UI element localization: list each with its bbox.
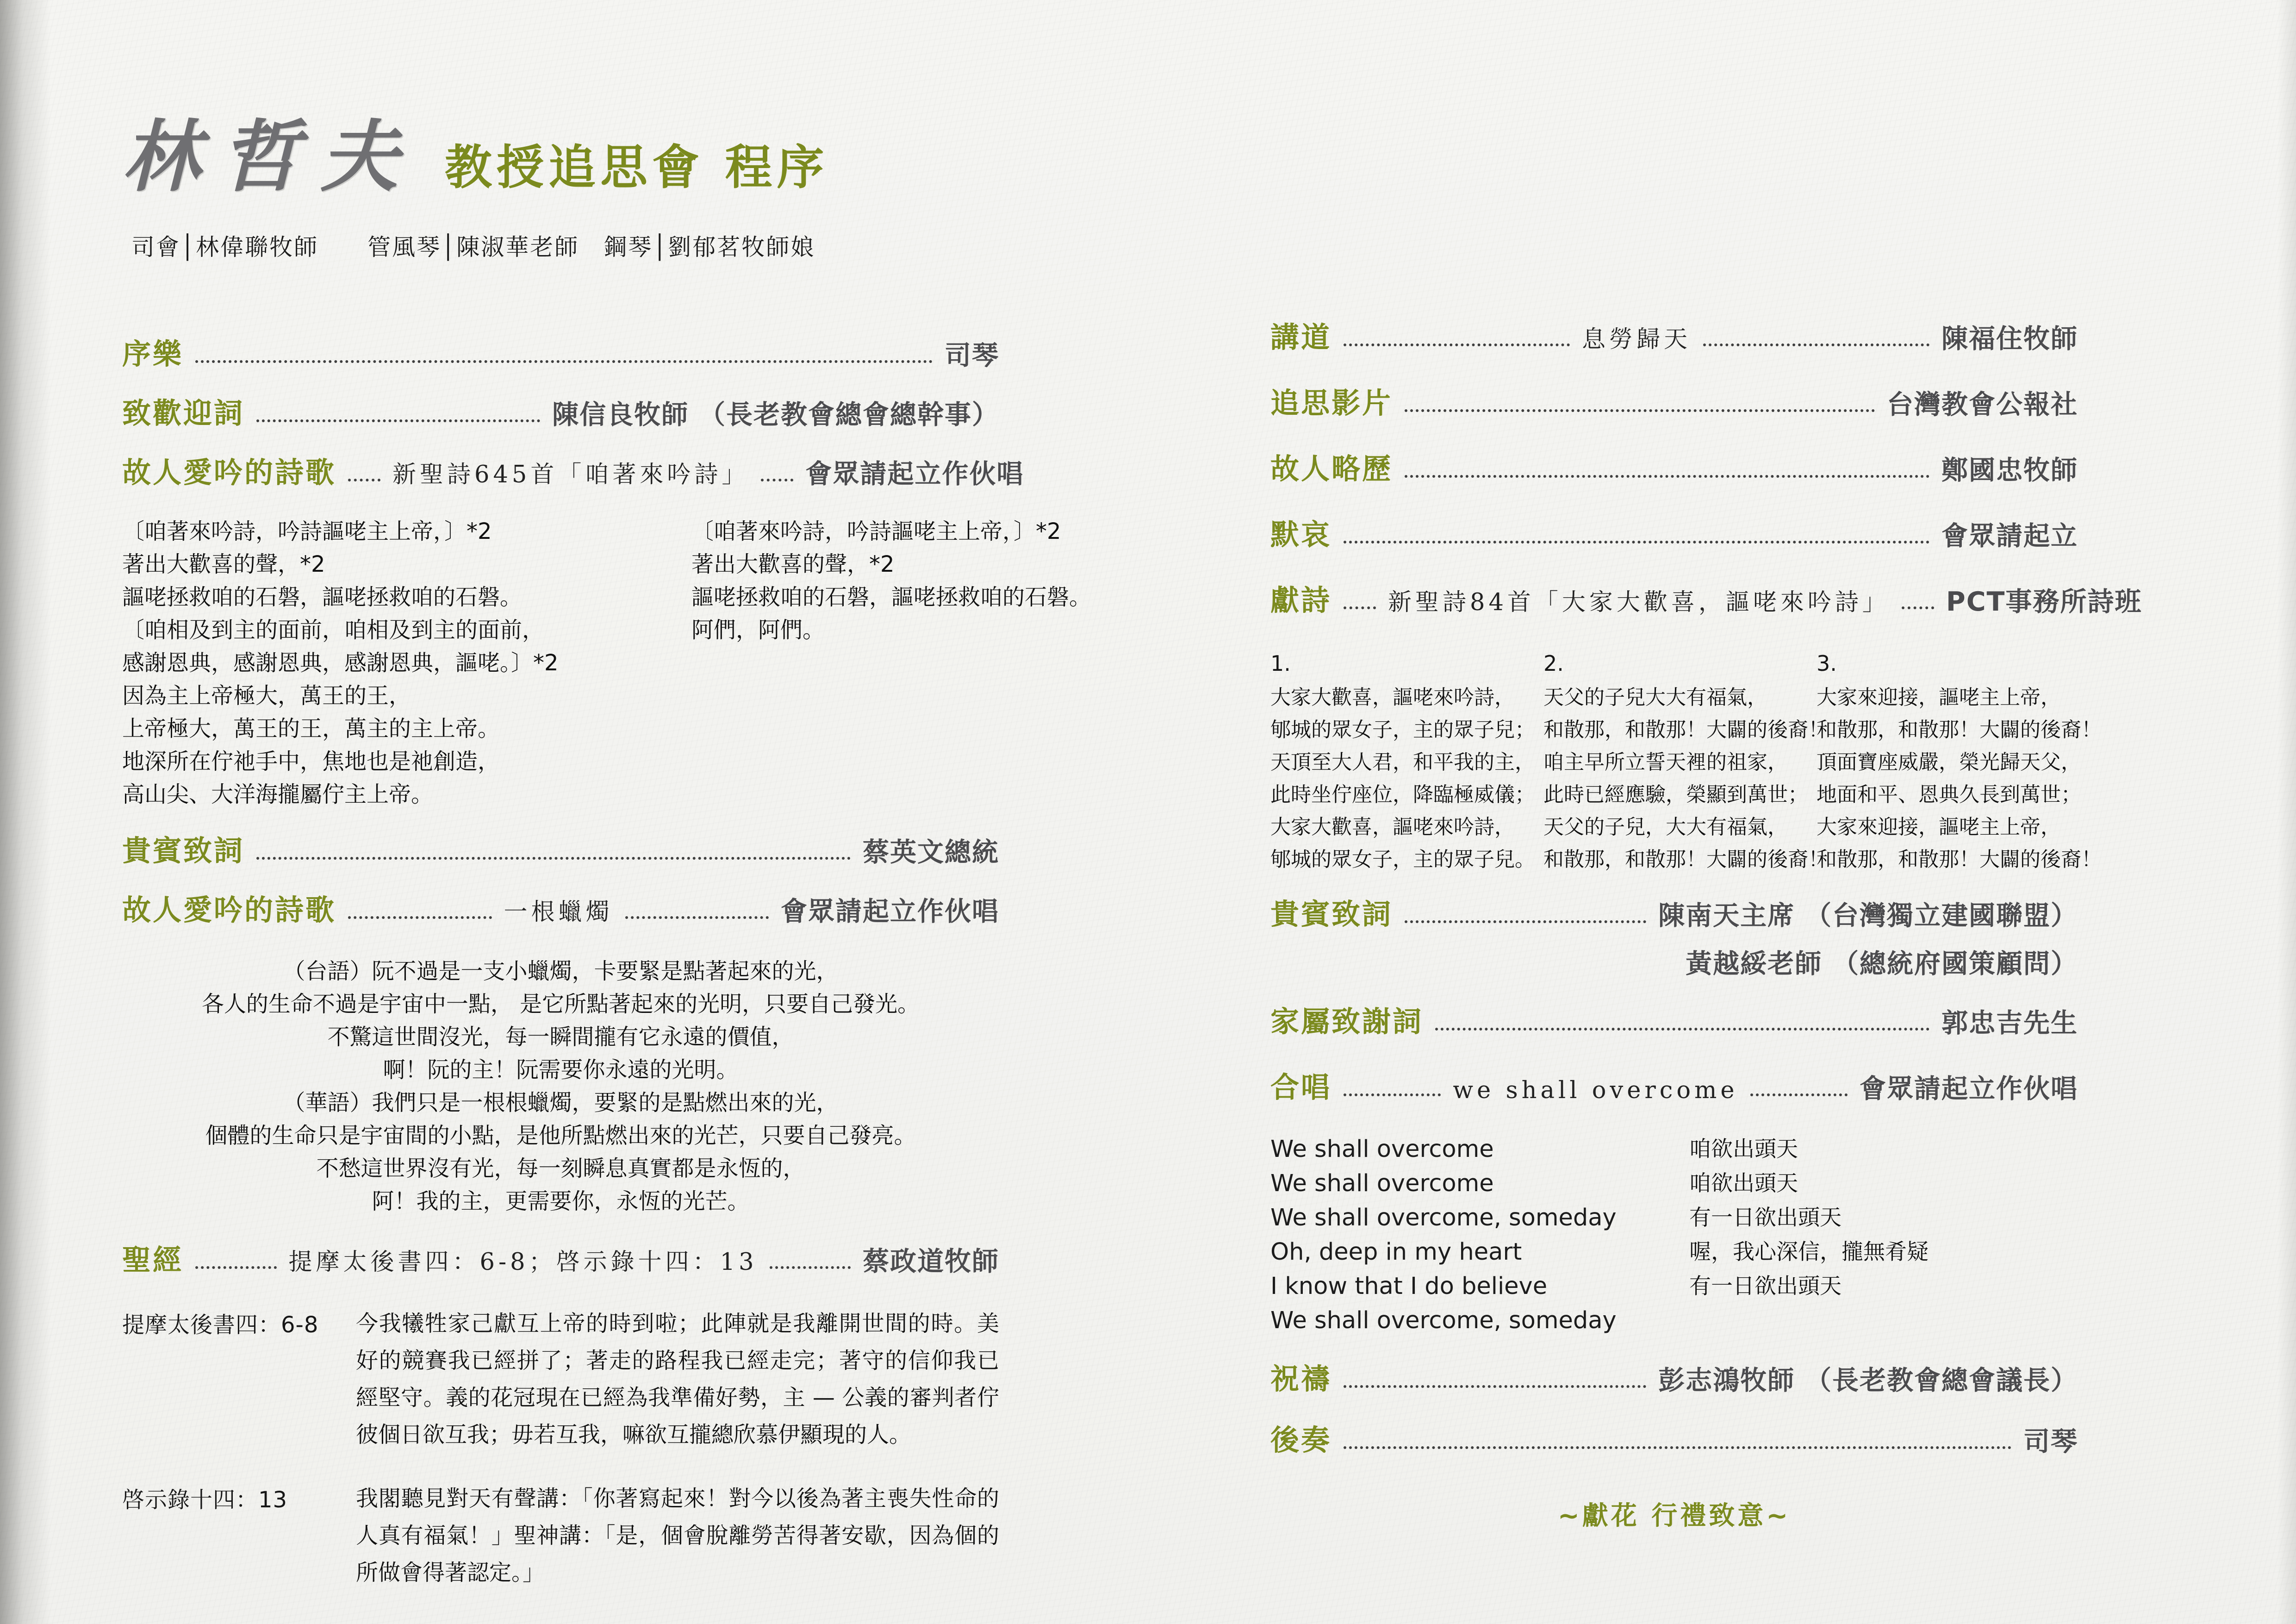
program-row-candle-song <box>122 893 999 928</box>
lyric-taiwanese: 喔，我心深信，攏無肴疑 <box>1689 1239 1929 1265</box>
program-title: 教授追思會 程序 <box>445 140 829 195</box>
row-performer: 司琴 <box>2023 1426 2078 1457</box>
left-program-rows <box>122 337 1092 1591</box>
lyric-line: 因為主上帝極大，萬王的王， <box>122 683 411 709</box>
row-performer: 會眾請起立作伙唱 <box>781 896 999 927</box>
dotted-leader <box>761 479 793 481</box>
lyric-english: We shall overcome, someday <box>1270 1307 1617 1334</box>
lyric-line: 阿們，阿們。 <box>691 617 825 643</box>
lyric-line: 大家大歡喜，謳咾來吟詩， <box>1270 815 1515 839</box>
dotted-leader <box>195 1266 276 1269</box>
row-title: 獻詩 <box>1270 583 1332 617</box>
verse-number: 2. <box>1543 651 1564 676</box>
lyric-english: We shall overcome <box>1270 1136 1494 1163</box>
program-row-biography <box>1270 452 2078 487</box>
verse-number: 1. <box>1270 651 1291 676</box>
dotted-leader <box>625 916 769 919</box>
row-title: 講道 <box>1270 320 1332 354</box>
program-row-guest-speech <box>122 834 999 869</box>
dotted-leader <box>256 419 540 422</box>
lyric-english: We shall overcome, someday <box>1270 1204 1617 1231</box>
row-performer: 陳南天主席 （台灣獨立建國聯盟） <box>1658 900 2078 931</box>
lyric-row <box>1270 1132 2078 1167</box>
lyric-line: 不驚這世間沒光，每一瞬間攏有它永遠的價值， <box>327 1024 794 1050</box>
row-performer: 會眾請起立作伙唱 <box>805 459 1024 489</box>
program-row-welcome <box>122 396 999 431</box>
lyric-line: 謳咾拯救咱的石磐，謳咾拯救咱的石磐。 <box>122 584 523 610</box>
lyric-line: 上帝極大，萬王的王，萬主的主上帝。 <box>122 716 500 742</box>
lyric-row <box>1270 1167 2078 1201</box>
lyric-line: 著出大歡喜的聲，*2 <box>691 551 895 577</box>
hymn84-verse-2 <box>1543 645 1829 876</box>
dotted-leader <box>1344 541 1929 543</box>
scripture-ref: 啓示錄十四：13 <box>122 1487 288 1513</box>
row-title: 貴賓致詞 <box>1270 897 1393 931</box>
lyric-taiwanese: 咱欲出頭天 <box>1689 1137 1798 1162</box>
lyric-taiwanese: 咱欲出頭天 <box>1689 1171 1798 1196</box>
program-row-silence <box>1270 520 2078 553</box>
row-title: 後奏 <box>1270 1423 1332 1457</box>
dotted-leader <box>348 916 492 919</box>
row-title: 致歡迎詞 <box>122 396 245 430</box>
dotted-leader <box>1405 409 1875 412</box>
lyric-line: 各人的生命不過是宇宙中一點， 是它所點著起來的光明，只要自己發光。 <box>201 991 920 1017</box>
row-performer: 陳信良牧師 （長老教會總會總幹事） <box>552 400 999 430</box>
lyric-line: 天父的子兒大大有福氣， <box>1543 686 1767 709</box>
dotted-leader <box>256 857 851 860</box>
scripture-text: 我閣聽見對天有聲講：「你著寫起來！對今以後為著主喪失性命的人真有福氣！」聖神講：「是，個會脫離勞苦得著安歇，因為個的所做會得著認定。」 <box>356 1486 999 1586</box>
row-title: 貴賓致詞 <box>122 834 245 868</box>
dotted-leader <box>1902 606 1934 609</box>
lyric-english: I know that I do believe <box>1270 1273 1548 1300</box>
hymn645-column-2 <box>691 515 1092 811</box>
hymn645-lyrics <box>122 515 1092 811</box>
lyric-line: 啊！阮的主！阮需要你永遠的光明。 <box>383 1057 739 1083</box>
row-title: 合唱 <box>1270 1070 1332 1104</box>
program-row-sermon <box>1270 320 2078 356</box>
lyric-line: 和散那，和散那！大闢的後裔！ <box>1817 848 2102 871</box>
verse-number: 3. <box>1817 651 1837 676</box>
scripture-ref: 提摩太後書四：6-8 <box>122 1312 319 1338</box>
lyric-line: 此時已經應驗，榮顯到萬世； <box>1543 783 1808 806</box>
lyric-line: 和散那，和散那！大闢的後裔！ <box>1817 718 2102 742</box>
lyric-line: 頂面寶座威嚴，榮光歸天父， <box>1817 750 2081 774</box>
lyric-line: （台語）阮不過是一支小蠟燭，卡要緊是點著起來的光， <box>283 958 839 984</box>
hymn84-verse-3 <box>1817 645 2102 876</box>
lyric-line: 郇城的眾女子，主的眾子兒； <box>1270 718 1535 742</box>
lyric-taiwanese: 有一日欲出頭天 <box>1689 1274 1842 1299</box>
deceased-name-calligraphy: 林哲夫 <box>122 111 419 202</box>
row-performer: 郭忠吉先生 <box>1941 1008 2078 1038</box>
row-performer: 彭志鴻牧師 （長老教會總會議長） <box>1658 1365 2078 1396</box>
program-row-benediction <box>1270 1362 2078 1397</box>
hymn645-column-1 <box>122 515 613 811</box>
lyric-row <box>1270 1201 2078 1235</box>
song-title: 一根蠟燭 <box>504 899 613 926</box>
page-left <box>122 0 1092 1591</box>
hymn84-verses <box>1270 645 2102 876</box>
flower-tribute-note: ~獻花 行禮致意~ <box>1557 1501 1791 1531</box>
lyric-line: 高山尖、大洋海攏屬佇主上帝。 <box>122 781 434 807</box>
row-title: 祝禱 <box>1270 1362 1332 1396</box>
lyric-taiwanese: 有一日欲出頭天 <box>1689 1205 1842 1230</box>
lyric-line: 地面和平、恩典久長到萬世； <box>1817 783 2081 806</box>
scripture-passage-revelation <box>122 1480 999 1591</box>
page-right <box>1270 0 2142 1532</box>
lyric-line: 咱主早所立誓天裡的祖家， <box>1543 750 1788 774</box>
candle-song-lyrics <box>122 955 999 1218</box>
lyric-line: 感謝恩典，感謝恩典，感謝恩典，謳咾。〕*2 <box>122 650 559 676</box>
lyric-line: 〔咱著來吟詩，吟詩謳咾主上帝，〕*2 <box>122 518 492 544</box>
program-row-family-thanks <box>1270 1007 2078 1040</box>
hymn-reference: 新聖詩645首「咱著來吟詩」 <box>392 461 749 488</box>
row-performer: 蔡政道牧師 <box>863 1246 1000 1277</box>
lyric-line: 地深所在佇祂手中，焦地也是祂創造， <box>122 749 500 775</box>
hymn84-verse-1 <box>1270 645 1535 876</box>
dotted-leader <box>1344 1446 2011 1449</box>
scripture-passage-timothy <box>122 1305 999 1453</box>
dotted-leader <box>1405 475 1929 478</box>
row-performer: 陳福住牧師 <box>1941 324 2078 354</box>
officiants-line: 司會│林偉聯牧師 管風琴│陳淑華老師 鋼琴│劉郁茗牧師娘 <box>131 234 815 261</box>
row-title: 默哀 <box>1270 518 1332 551</box>
program-row-hymn645 <box>122 456 1024 491</box>
guest-speaker-2: 黃越綏老師 （總統府國策顧問） <box>1686 949 2078 979</box>
row-performer: 會眾請起立作伙唱 <box>1860 1074 2078 1104</box>
lyric-line: 天頂至大人君，和平我的主， <box>1270 750 1535 774</box>
lyric-row <box>1270 1235 2078 1269</box>
dotted-leader <box>348 479 380 481</box>
row-performer: 鄭國忠牧師 <box>1941 455 2078 486</box>
lyric-row <box>1270 1304 2078 1338</box>
lyric-line: （華語）我們只是一根根蠟燭，要緊的是點燃出來的光， <box>283 1090 839 1116</box>
program-row-scripture <box>122 1243 1000 1278</box>
program-row-memorial-video <box>1270 386 2078 421</box>
dotted-leader <box>1435 1028 1929 1031</box>
lyric-line: 謳咾拯救咱的石磐，謳咾拯救咱的石磐。 <box>691 584 1092 610</box>
row-title: 故人愛吟的詩歌 <box>122 893 336 927</box>
lyric-english: We shall overcome <box>1270 1170 1494 1197</box>
row-title: 聖經 <box>122 1243 184 1277</box>
lyric-line: 和散那，和散那！大闢的後裔！ <box>1543 848 1829 871</box>
lyric-line: 著出大歡喜的聲，*2 <box>122 551 325 577</box>
lyric-line: 〔咱相及到主的面前，咱相及到主的面前， <box>122 617 545 643</box>
lyric-line: 此時坐佇座位，降臨極威儀； <box>1270 783 1535 806</box>
scripture-reference: 提摩太後書四：6-8；啓示錄十四：13 <box>288 1249 758 1276</box>
row-performer: 司琴 <box>945 340 999 371</box>
row-title: 家屬致謝詞 <box>1270 1005 1424 1038</box>
program-row-prelude <box>122 337 999 372</box>
program-row-chorus <box>1270 1070 2078 1106</box>
row-title: 故人略歷 <box>1270 452 1393 486</box>
right-program-rows <box>1270 320 2142 1532</box>
program-row-anthem <box>1270 583 2142 618</box>
lyric-line: 個體的生命只是宇宙間的小點，是他所點燃出來的光芒，只要自己發亮。 <box>205 1123 916 1149</box>
dotted-leader <box>1703 344 1929 346</box>
lyric-english: Oh, deep in my heart <box>1270 1238 1522 1266</box>
lyric-line: 阿！我的主，更需要你，永恆的光芒。 <box>372 1188 750 1214</box>
lyric-row <box>1270 1269 2078 1304</box>
overcome-lyrics <box>1270 1132 2078 1338</box>
row-performer: 蔡英文總統 <box>863 837 999 868</box>
lyric-line: 大家來迎接，謳咾主上帝， <box>1817 686 2061 709</box>
row-performer: 會眾請起立 <box>1941 521 2078 551</box>
row-title: 追思影片 <box>1270 386 1393 420</box>
lyric-line: 大家大歡喜，謳咾來吟詩， <box>1270 686 1515 709</box>
dotted-leader <box>1344 344 1570 346</box>
lyric-line: 和散那，和散那！大闢的後裔！ <box>1543 718 1829 742</box>
lyric-line: 大家來迎接，謳咾主上帝， <box>1817 815 2061 839</box>
row-performer: 台灣教會公報社 <box>1887 389 2078 420</box>
program-header <box>122 95 999 206</box>
row-title: 故人愛吟的詩歌 <box>122 456 336 489</box>
dotted-leader <box>1405 920 1646 923</box>
dotted-leader <box>1750 1093 1848 1096</box>
program-row-postlude <box>1270 1423 2078 1458</box>
lyric-line: 不愁這世界沒有光，每一刻瞬息真實都是永恆的， <box>316 1156 805 1181</box>
program-row-guest-speech-right <box>1270 897 2078 932</box>
dotted-leader <box>1344 606 1376 609</box>
dotted-leader <box>1344 1093 1441 1096</box>
scripture-text: 今我犧牲家己獻互上帝的時到啦；此陣就是我離開世間的時。美好的競賽我已經拼了；著走的路程我已經走完；著守的信仰我已經堅守。義的花冠現在已經為我準備好勢，主 — 公義的審判者佇彼個日欲互我；毋若互我，嘛欲互攏總欣慕伊顯現的人。 <box>356 1311 999 1448</box>
sermon-title: 息勞歸天 <box>1582 326 1692 353</box>
row-performer: PCT事務所詩班 <box>1946 587 2142 617</box>
lyric-line: 〔咱著來吟詩，吟詩謳咾主上帝，〕*2 <box>691 518 1061 544</box>
dotted-leader <box>195 360 933 363</box>
lyric-line: 郇城的眾女子，主的眾子兒。 <box>1270 848 1535 871</box>
anthem-reference: 新聖詩84首「大家大歡喜，謳咾來吟詩」 <box>1388 589 1890 616</box>
dotted-leader <box>1344 1385 1646 1388</box>
dotted-leader <box>770 1266 851 1269</box>
lyric-line: 天父的子兒，大大有福氣， <box>1543 815 1788 839</box>
row-title: 序樂 <box>122 337 184 371</box>
chorus-song-title: we shall overcome <box>1453 1077 1738 1104</box>
